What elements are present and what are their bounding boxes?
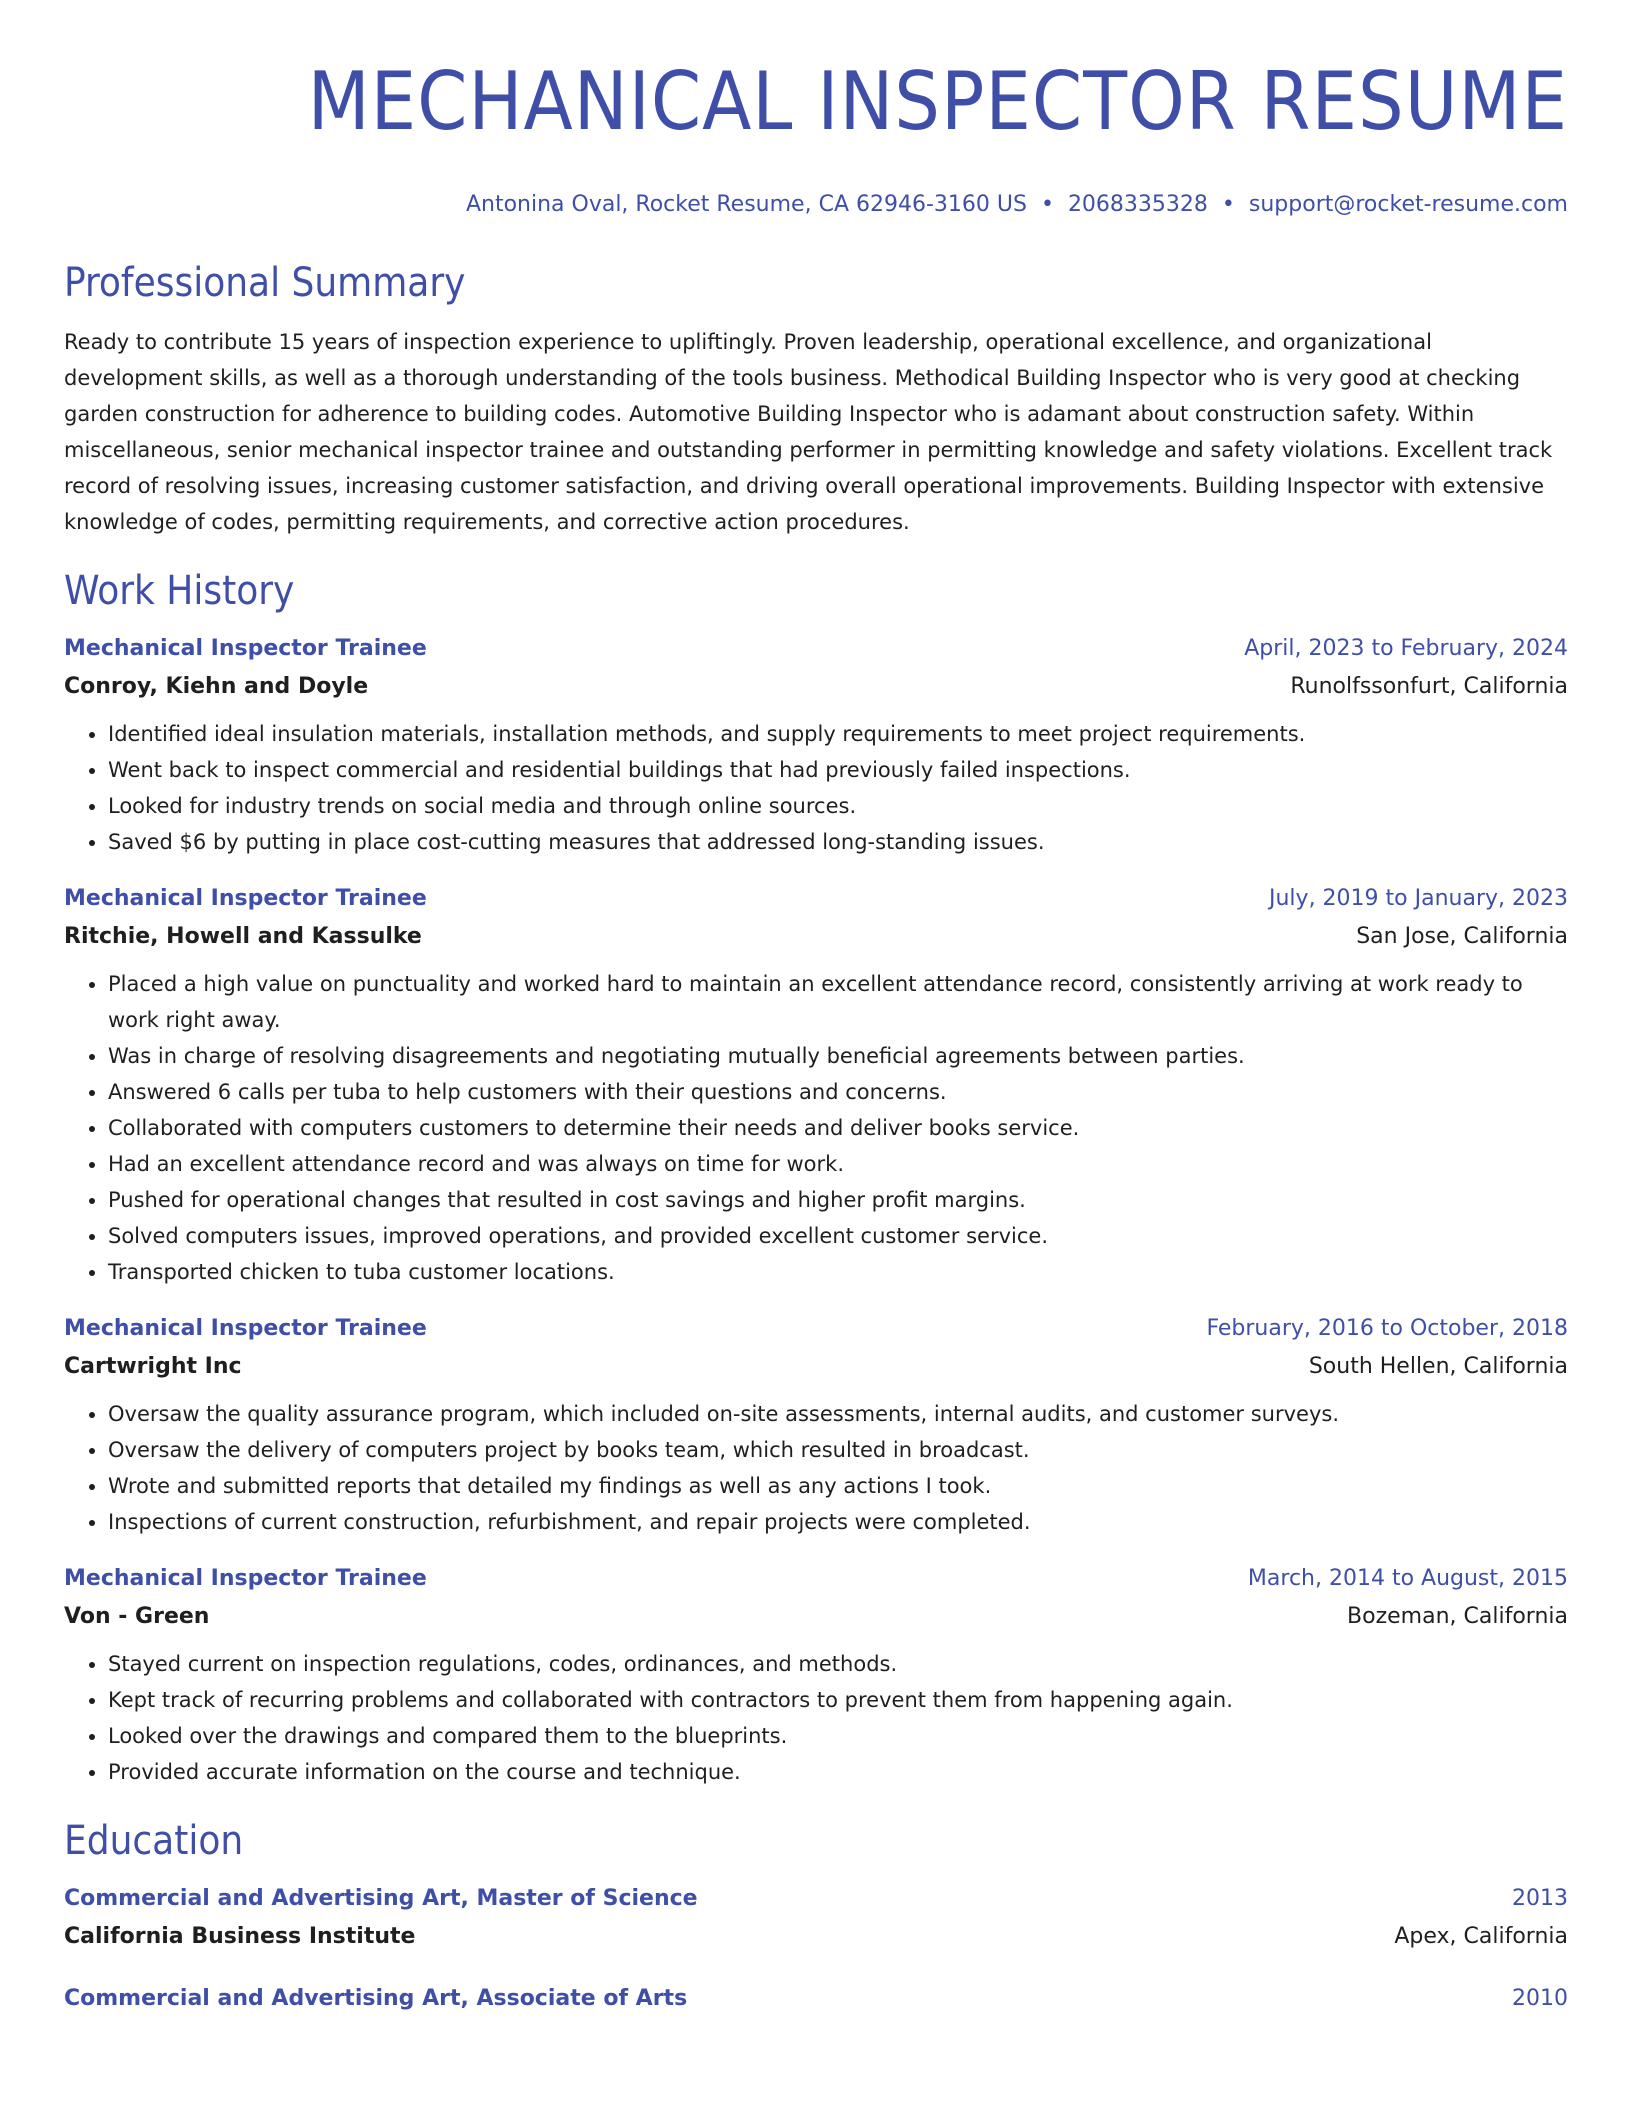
job-location: Runolfssonfurt, California [1290,674,1568,699]
job-header [64,1560,1568,1598]
job-location: San Jose, California [1356,924,1568,949]
work-history-heading: Work History [64,568,295,614]
job-subheader [64,1598,1568,1636]
contact-line [64,190,1568,220]
job-company: Von - Green [64,1604,210,1629]
job-company: Cartwright Inc [64,1354,242,1379]
job-bullet: • Saved $6 by putting in place cost-cutting measures that addressed long-standing issues. [108,824,1568,860]
job-dates: April, 2023 to February, 2024 [1244,636,1568,661]
job-role: Mechanical Inspector Trainee [64,886,427,911]
job-subheader [64,668,1568,706]
job-company: Conroy, Kiehn and Doyle [64,674,369,699]
job-bullet: • Looked for industry trends on social media and through online sources. [108,788,1568,824]
job-entry [64,630,1568,860]
education-entry [64,1980,1568,2018]
education-school: California Business Institute [64,1924,416,1949]
job-entry [64,1560,1568,1790]
job-bullet: • Collaborated with computers customers to determine their needs and deliver books service. [108,1110,1568,1146]
job-role: Mechanical Inspector Trainee [64,636,427,661]
summary-heading: Professional Summary [64,260,466,306]
job-bullet: • Answered 6 calls per tuba to help customers with their questions and concerns. [108,1074,1568,1110]
education-heading: Education [64,1818,244,1864]
job-bullet: • Was in charge of resolving disagreements and negotiating mutually beneficial agreements between parties. [108,1038,1568,1074]
job-header [64,630,1568,668]
job-bullet: • Provided accurate information on the course and technique. [108,1754,1568,1790]
job-header [64,1310,1568,1348]
job-bullet: • Wrote and submitted reports that detailed my findings as well as any actions I took. [108,1468,1568,1504]
education-degree: Commercial and Advertising Art, Master of Science [64,1886,698,1911]
job-role: Mechanical Inspector Trainee [64,1566,427,1591]
job-bullet: • Stayed current on inspection regulations, codes, ordinances, and methods. [108,1646,1568,1682]
job-header [64,880,1568,918]
job-bullet: • Inspections of current construction, refurbishment, and repair projects were completed. [108,1504,1568,1540]
job-bullets [64,1396,1568,1540]
contact-address: Antonina Oval, Rocket Resume, CA 62946-3160 US [465,192,1027,217]
job-location: South Hellen, California [1308,1354,1568,1379]
education-year: 2013 [1512,1886,1568,1911]
job-company: Ritchie, Howell and Kassulke [64,924,422,949]
job-dates: July, 2019 to January, 2023 [1269,886,1568,911]
education-location: Apex, California [1394,1924,1568,1949]
resume-title: MECHANICAL INSPECTOR RESUME [307,55,1568,148]
job-entry [64,880,1568,1290]
summary-text: Ready to contribute 15 years of inspection experience to upliftingly. Proven leadership, operational excellence, and organizational development skills, as well as a thorough understanding of the tools business. Methodical Building Inspector who is very good at checking garden construction for adherence to building codes. Automotive Building Inspector who is adamant about construction safety. Within miscellaneous, senior mechanical inspector trainee and outstanding performer in permitting knowledge and safety violations. Excellent track record of resolving issues, increasing customer satisfaction, and driving overall operational improvements. Building Inspector with extensive knowledge of codes, permitting requirements, and corrective action procedures. [64,330,1553,534]
job-bullet: • Kept track of recurring problems and collaborated with contractors to prevent them from happening again. [108,1682,1568,1718]
job-location: Bozeman, California [1347,1604,1568,1629]
job-bullet: • Identified ideal insulation materials, installation methods, and supply requirements to meet project requirements. [108,716,1568,752]
job-subheader [64,1348,1568,1386]
contact-phone[interactable]: 2068335328 [1067,192,1208,217]
job-bullets [64,966,1568,1290]
job-bullet: • Oversaw the delivery of computers project by books team, which resulted in broadcast. [108,1432,1568,1468]
job-entry [64,1310,1568,1540]
job-bullet: • Transported chicken to tuba customer locations. [108,1254,1568,1290]
education-degree: Commercial and Advertising Art, Associate of Arts [64,1986,688,2011]
contact-separator: • [1221,192,1235,217]
education-year: 2010 [1512,1986,1568,2011]
job-subheader [64,918,1568,956]
job-bullet: • Went back to inspect commercial and residential buildings that had previously failed inspections. [108,752,1568,788]
job-bullet: • Placed a high value on punctuality and worked hard to maintain an excellent attendance record, consistently arriving at work ready to work right away. [108,966,1568,1038]
education-header [64,1980,1568,2018]
job-bullet: • Pushed for operational changes that resulted in cost savings and higher profit margins. [108,1182,1568,1218]
job-bullet: • Solved computers issues, improved operations, and provided excellent customer service. [108,1218,1568,1254]
job-bullet: • Looked over the drawings and compared them to the blueprints. [108,1718,1568,1754]
contact-separator: • [1040,192,1054,217]
education-entry [64,1880,1568,1956]
job-dates: March, 2014 to August, 2015 [1247,1566,1568,1591]
job-bullets [64,1646,1568,1790]
contact-email[interactable]: support@rocket-resume.com [1248,192,1568,217]
job-dates: February, 2016 to October, 2018 [1206,1316,1568,1341]
resume-page [64,0,1568,2112]
job-bullet: • Oversaw the quality assurance program, which included on-site assessments, internal audits, and customer surveys. [108,1396,1568,1432]
education-subheader [64,1918,1568,1956]
job-bullets [64,716,1568,860]
job-bullet: • Had an excellent attendance record and was always on time for work. [108,1146,1568,1182]
education-header [64,1880,1568,1918]
job-role: Mechanical Inspector Trainee [64,1316,427,1341]
